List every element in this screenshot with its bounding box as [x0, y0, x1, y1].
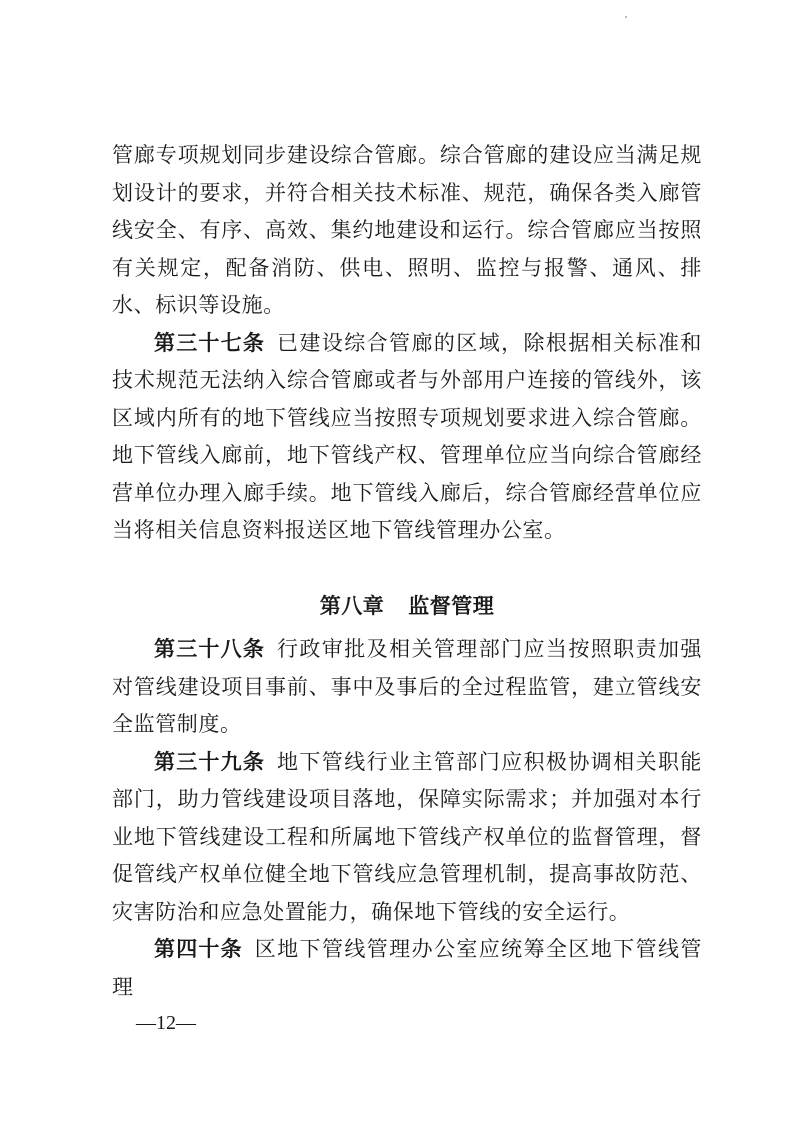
article-title: 第三十九条 [154, 749, 266, 774]
chapter-title: 监督管理 [408, 593, 495, 618]
chapter-number: 第八章 [319, 593, 385, 618]
paragraph-text: 管廊专项规划同步建设综合管廊。综合管廊的建设应当满足规划设计的要求，并符合相关技术标准、规范，确保各类入廊管线安全、有序、高效、集约地建设和运行。综合管廊应当按照有关规定，配备消防、供电、照明、监控与报警、通风、排水、标识等设施。 [112, 143, 702, 317]
article-text: 区地下管线管理办公室应统筹全区地下管线管理 [112, 937, 703, 999]
article-title: 第四十条 [154, 937, 243, 961]
paragraph-continuation [112, 137, 702, 325]
article-text: 地下管线行业主管部门应积极协调相关职能部门，助力管线建设项目落地，保障实际需求；并加强对本行业地下管线建设工程和所属地下管线产权单位的监督管理，督促管线产权单位健全地下管线应急管理机制，提高事故防范、灾害防治和应急处置能力，确保地下管线的安全运行。 [112, 749, 702, 924]
article-text: 行政审批及相关管理部门应当按照职责加强对管线建设项目事前、事中及事后的全过程监管，建立管线安全监管制度。 [112, 637, 702, 736]
article-title: 第三十七条 [154, 330, 266, 355]
document-body [112, 137, 702, 1006]
article-40 [112, 931, 702, 1006]
article-title: 第三十八条 [154, 637, 266, 661]
page-number: —12— [136, 1012, 196, 1034]
article-text: 已建设综合管廊的区域，除根据相关标准和技术规范无法纳入综合管廊或者与外部用户连接的管线外，该区域内所有的地下管线应当按照专项规划要求进入综合管廊。地下管线入廊前，地下管线产权、管理单位应当向综合管廊经营单位办理入廊手续。地下管线入廊后，综合管廊经营单位应当将相关信息资料报送区地下管线管理办公室。 [112, 330, 702, 542]
article-39 [112, 744, 702, 932]
article-37 [112, 325, 702, 550]
chapter-heading [112, 588, 702, 626]
scan-speck [625, 16, 627, 18]
article-38 [112, 631, 702, 744]
